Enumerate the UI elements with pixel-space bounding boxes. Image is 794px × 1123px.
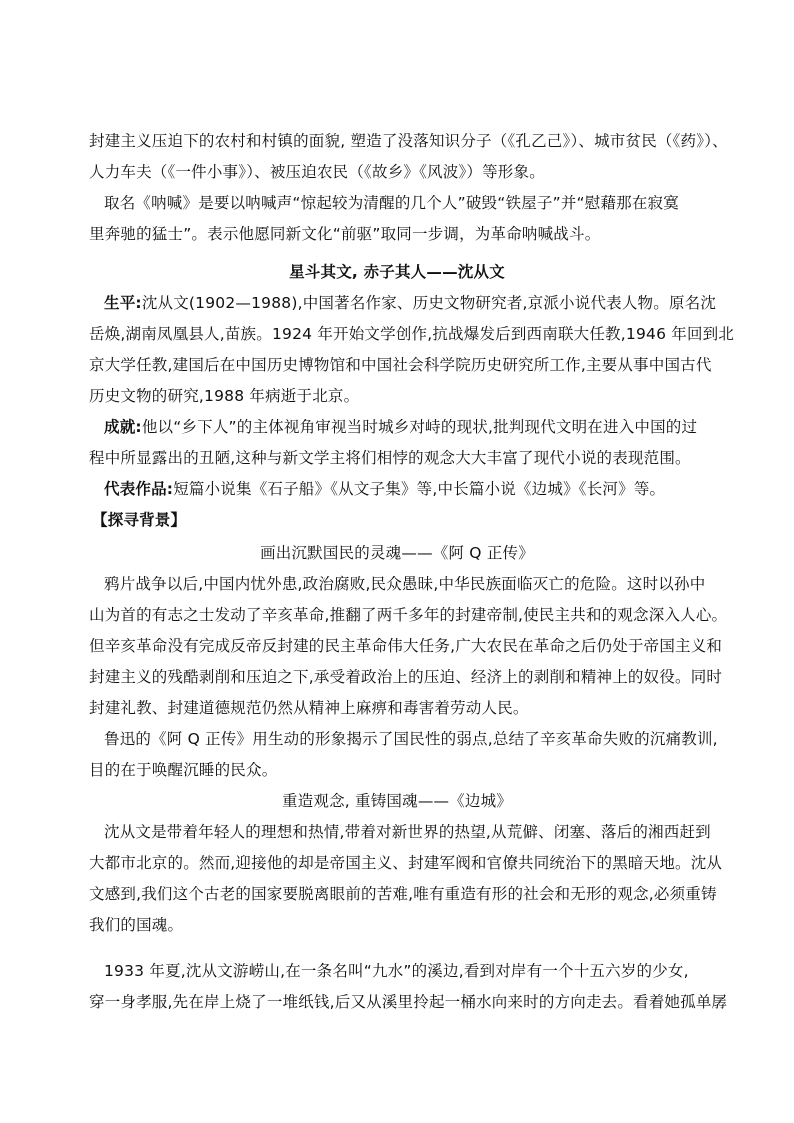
life-line-4: 历史文物的研究,1988 年病逝于北京。 [89, 387, 360, 405]
p2-line-2: 目的在于唤醒沉睡的民众。 [89, 761, 278, 779]
works-label: 代表作品: [104, 480, 174, 498]
life-line-1 [104, 293, 724, 313]
works-text: 短篇小说集《石子船》《从文子集》等,中长篇小说《边城》《长河》等。 [173, 480, 666, 498]
achieve-text-1: 他以“乡下人”的主体视角审视当时城乡对峙的现状,批判现代文明在进入中国的过 [141, 418, 698, 436]
life-line-2: 岳焕,湖南凤凰县人,苗族。1924 年开始文学创作,抗战爆发后到西南联大任教,1946 年回到北 [89, 325, 735, 343]
life-label: 生平: [104, 294, 142, 312]
background-subheading-2: 重造观念, 重铸国魂——《边城》 [281, 792, 513, 810]
p3-line-4: 我们的国魂。 [89, 916, 184, 934]
intro-line-1: 封建主义压迫下的农村和村镇的面貌, 塑造了没落知识分子（《孔乙己》）、城市贫民（《药》）、 [89, 132, 728, 150]
title-para-line-2: 里奔驰的猛士”。表示他愿同新文化“前驱”取同一步调，为革命呐喊战斗。 [89, 225, 601, 243]
p3-line-2: 大都市北京的。然而,迎接他的却是帝国主义、封建军阀和官僚共同统治下的黑暗天地。沈从 [89, 854, 723, 872]
life-text-1: 沈从文(1902—1988),中国著名作家、历史文物研究者,京派小说代表人物。原名沈 [141, 294, 717, 312]
shen-section-heading: 星斗其文, 赤子其人——沈从文 [289, 263, 505, 281]
works-line [104, 479, 724, 499]
background-subheading-1: 画出沉默国民的灵魂——《阿 Q 正传》 [260, 544, 534, 562]
p3-line-1: 沈从文是带着年轻人的理想和热情,带着对新世界的热望,从荒僻、闭塞、落后的湘西赶到 [104, 823, 711, 841]
p4-line-2: 穿一身孝服,先在岸上烧了一堆纸钱,后又从溪里拎起一桶水向来时的方向走去。看着她孤单孱 [89, 993, 728, 1011]
p3-line-3: 文感到,我们这个古老的国家要脱离眼前的苦难,唯有重造有形的社会和无形的观念,必须重铸 [89, 885, 717, 903]
life-line-3: 京大学任教,建国后在中国历史博物馆和中国社会科学院历史研究所工作,主要从事中国古代 [89, 356, 712, 374]
achieve-label: 成就: [104, 418, 142, 436]
p1-line-5: 封建礼教、封建道德规范仍然从精神上麻痹和毒害着劳动人民。 [89, 699, 529, 717]
p1-line-1: 鸦片战争以后,中国内忧外患,政治腐败,民众愚昧,中华民族面临灭亡的危险。这时以孙中 [104, 575, 706, 593]
achieve-line-2: 程中所显露出的丑陋,这种与新文学主将们相悖的观念大大丰富了现代小说的表现范围。 [89, 449, 691, 467]
p1-line-4: 封建主义的残酷剥削和压迫之下,承受着政治上的压迫、经济上的剥削和精神上的奴役。同时 [89, 668, 723, 686]
p4-line-1: 1933 年夏,沈从文游崂山,在一条名叫“九水”的溪边,看到对岸有一个十五六岁的少女, [104, 962, 689, 980]
title-para-line-1: 取名《呐喊》是要以呐喊声“惊起较为清醒的几个人”破毁“铁屋子”并“慰藉那在寂寞 [104, 194, 679, 212]
background-heading: 【探寻背景】 [92, 511, 187, 529]
intro-line-2: 人力车夫（《一件小事》）、被压迫农民（《故乡》《风波》）等形象。 [89, 163, 545, 181]
p1-line-2: 山为首的有志之士发动了辛亥革命,推翻了两千多年的封建帝制,使民主共和的观念深入人心。 [89, 606, 728, 624]
achieve-line-1 [104, 417, 724, 437]
p1-line-3: 但辛亥革命没有完成反帝反封建的民主革命伟大任务,广大农民在革命之后仍处于帝国主义和 [89, 637, 723, 655]
p2-line-1: 鲁迅的《阿 Q 正传》用生动的形象揭示了国民性的弱点,总结了辛亥革命失败的沉痛教训, [104, 730, 718, 748]
